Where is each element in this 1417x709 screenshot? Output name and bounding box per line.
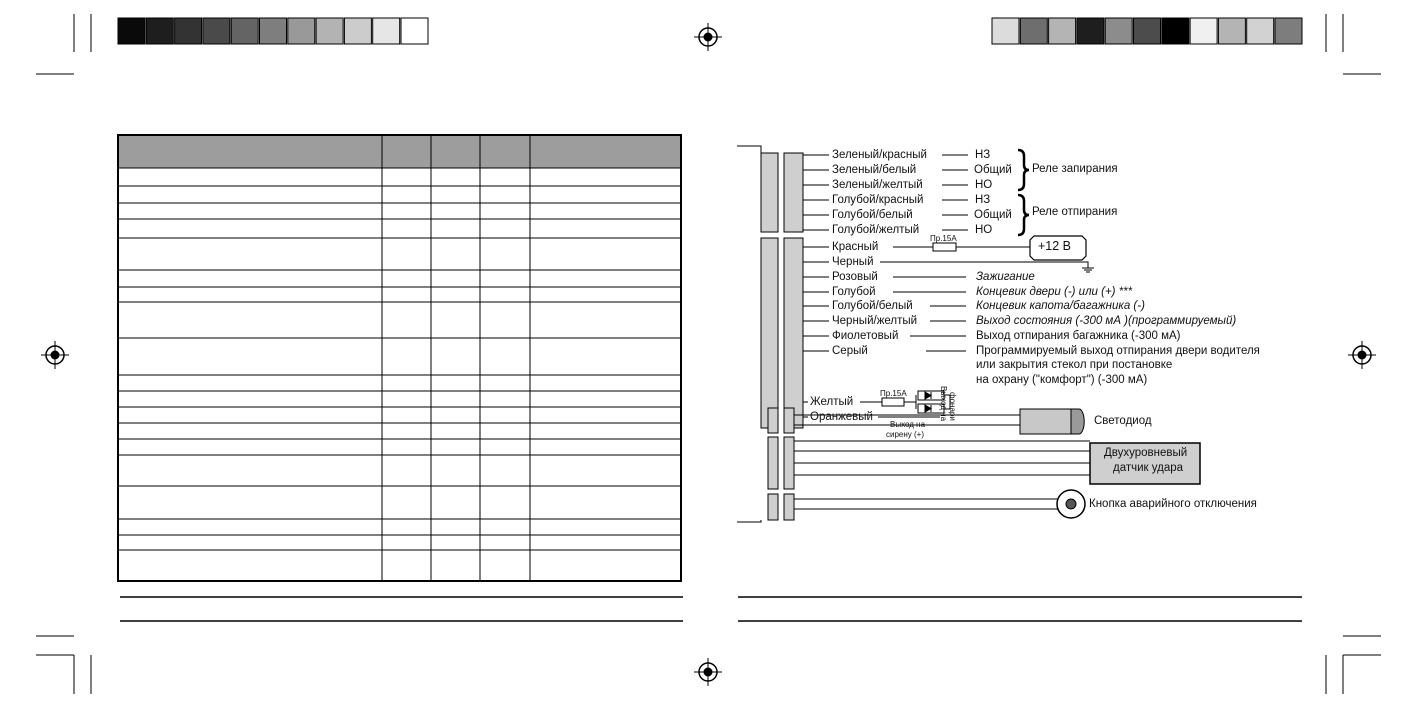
function-label: Концевик двери (-) или (+) ***: [976, 286, 1133, 298]
connector-block: [761, 153, 778, 232]
wire-label: Серый: [832, 345, 868, 357]
button-center: [1066, 499, 1076, 509]
wire-label: Оранжевый: [810, 411, 873, 423]
fuse-label: Пр.15А: [930, 234, 957, 243]
wire-label: Голубой/желтый: [832, 224, 920, 236]
wire-label: Черный: [832, 256, 874, 268]
contact-label: Общий: [974, 164, 1012, 176]
plug-block: [784, 437, 794, 489]
wire-label: Голубой/красный: [832, 194, 924, 206]
connector-block: [768, 494, 778, 520]
function-label: Выход состояния (-300 мА )(программируемый): [976, 315, 1237, 327]
function-label-cont: или закрытия стекол при постановке: [976, 359, 1173, 371]
wire-label: Голубой: [832, 286, 876, 298]
function-label: Программируемый выход отпирания двери водителя: [976, 345, 1260, 357]
plug-block: [784, 153, 803, 232]
function-label: Выход отпирания багажника (-300 мА): [976, 330, 1181, 342]
function-label: Концевик капота/багажника (-): [976, 300, 1145, 312]
connector-block: [768, 408, 778, 433]
plug-block: [784, 408, 794, 433]
siren-output-label: Выход на: [890, 420, 926, 429]
wire-label: Голубой/белый: [832, 300, 913, 312]
brace: [1018, 150, 1029, 190]
connector-block: [768, 437, 778, 489]
bracket-line: [737, 520, 761, 522]
plug-block: [784, 494, 794, 520]
contact-label: НО: [975, 179, 993, 191]
shock-sensor-label: Двухуровневый: [1104, 447, 1188, 459]
siren-output-label: сирену (+): [886, 430, 925, 439]
wire-label: Розовый: [832, 271, 878, 283]
function-label-cont: на охрану ("комфорт") (-300 мА): [976, 374, 1148, 386]
fuse-icon: [933, 243, 956, 251]
fuse-icon: [882, 398, 904, 406]
wire-label: Голубой/белый: [832, 209, 913, 221]
unlock-relay-label: Реле отпирания: [1032, 206, 1118, 218]
led-icon: [1071, 409, 1084, 434]
power-label: +12 В: [1038, 239, 1072, 253]
lock-relay-label: Реле запирания: [1032, 163, 1118, 175]
bracket-line: [737, 146, 761, 153]
contact-label: НО: [975, 224, 993, 236]
contact-label: Общий: [974, 209, 1012, 221]
lights-output-label: Выход на: [939, 386, 948, 422]
led-label: Светодиод: [1094, 415, 1152, 427]
emergency-button-label: Кнопка аварийного отключения: [1089, 498, 1257, 510]
contact-label: НЗ: [975, 194, 991, 206]
contact-label: НЗ: [975, 149, 991, 161]
plug-block: [784, 238, 803, 428]
wire-label: Желтый: [810, 396, 854, 408]
wire-label: Зеленый/красный: [832, 149, 927, 161]
connector-block: [761, 238, 778, 428]
wire-label: Красный: [832, 241, 879, 253]
shock-sensor-label: датчик удара: [1113, 462, 1184, 474]
wire-label: Зеленый/желтый: [832, 179, 923, 191]
lights-output-label: фонари: [948, 392, 957, 421]
wire-label: Черный/желтый: [832, 315, 918, 327]
brace: [1018, 195, 1029, 235]
wire-label: Зеленый/белый: [832, 164, 917, 176]
fuse-label: Пр.15А: [880, 389, 907, 398]
wire-label: Фиолетовый: [832, 330, 899, 342]
led-body: [1020, 409, 1071, 434]
function-label: Зажигание: [976, 271, 1035, 283]
